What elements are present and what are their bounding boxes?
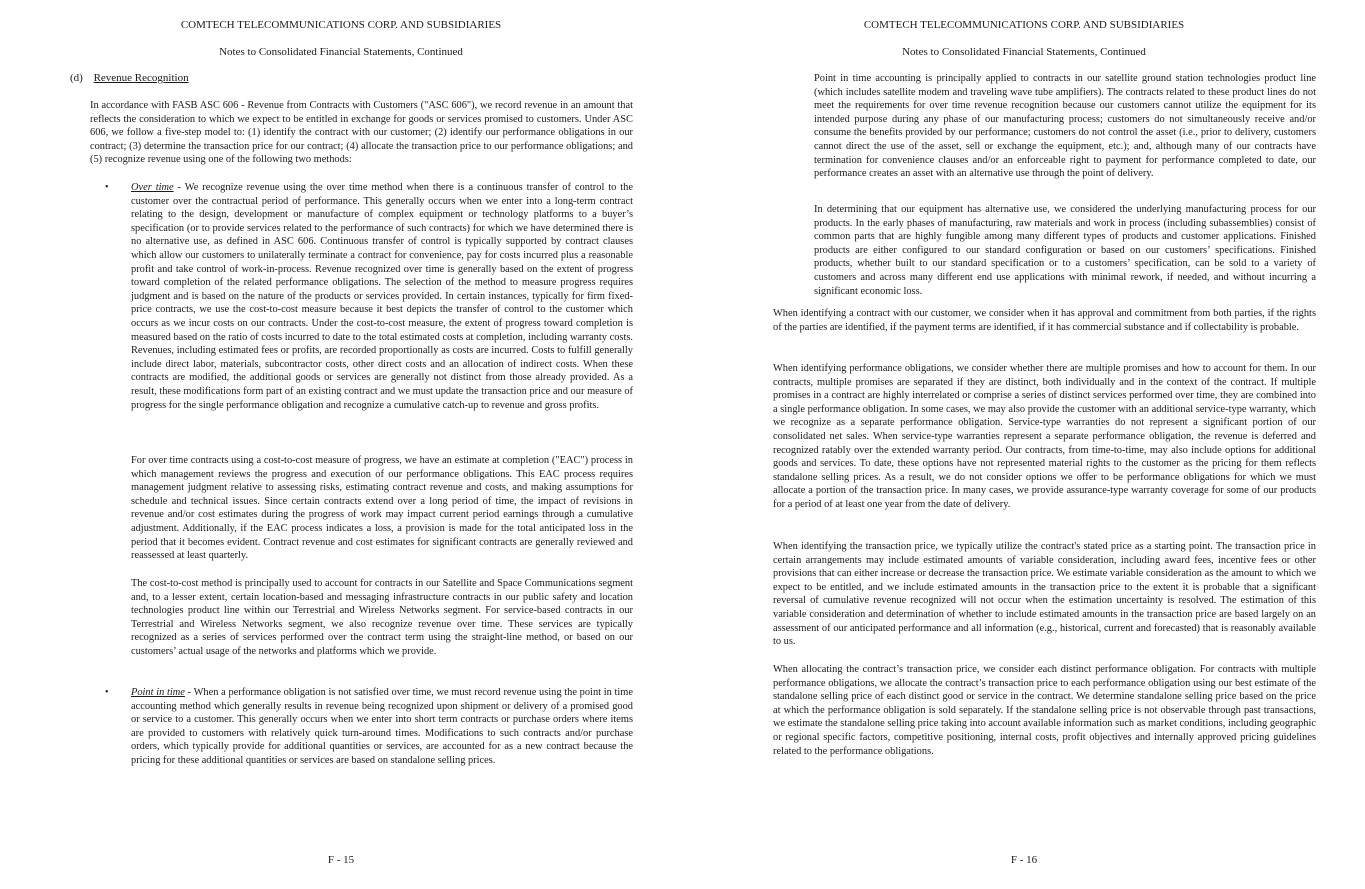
- page-number: F - 15: [327, 854, 355, 866]
- page-f16: [683, 0, 1365, 889]
- term-over-time: Over time: [131, 182, 174, 193]
- bullet-over-time-text: - We recognize revenue using the over time method when there is a continuous transfer of control to the customer over the contractual period of performance. This generally occurs when we enter into a long-term contract relating to the design, development or manufacture of complex equipment or technology platforms to a buyer’s specification (or to provide services related to the performance of such contracts) for which we have determined there is no alternative use, as defined in ASC 606. Continuous transfer of control is typically supported by contract clauses which allow our customers to unilaterally terminate a contract for convenience, pay for costs incurred plus a reasonable profit and take control of work-in-process. Revenue recognized over time is generally based on the extent of progress toward completion of the related performance obligations. The selection of the method to measure progress requires judgment and is based on the nature of the products or services provided. In certain instances, typically for firm fixed-price contracts, we use the cost-to-cost measure because it best depicts the transfer of control to the customer which occurs as we incur costs on our contracts. Under the cost-to-cost measure, the extent of progress toward completion is measured based on the ratio of costs incurred to date to the total estimated costs at completion, including warranty costs. Revenues, including estimated fees or profits, are recorded proportionally as costs are incurred. Costs to fulfill generally include direct labor, materials, subcontractor costs, other direct costs and an allocation of indirect costs. When these contracts are modified, the additional goods or services are generally not distinct from those already provided. As a result, these modifications form part of an existing contract and we must update the transaction price and our measure of progress for the single performance obligation and recognize a cumulative catch-up to revenue and gross profits.: [131, 182, 633, 411]
- identify-contract-paragraph: When identifying a contract with our customer, we consider when it has approval and commitment from both parties, if the rights of the parties are identified, if the payment terms are identified, if it has commercial substance and if collectability is probable.: [773, 308, 1316, 333]
- alternative-use-paragraph: In determining that our equipment has alternative use, we considered the underlying manufacturing process for our products. In the early phases of manufacturing, raw materials and work in process (including subassemblies) consist of common parts that are highly fungible among many different types of products and customer applications. Finished products are either configured to our standard configuration or based on our customers’ specifications. Finished products, whether built to our standard specification or to a customers’ specification, can be sold to a variety of customers and across many different end use applications with minimal rework, if needed, and without incurring a significant economic loss.: [814, 204, 1316, 297]
- eac-paragraph: For over time contracts using a cost-to-cost measure of progress, we have an estimate at completion ("EAC") process in which management reviews the progress and execution of our performance obligations. This EAC process requires management judgment relative to assessing risks, estimating contract revenue and costs, and making assumptions for schedule and technical issues. Since certain contracts extend over a long period of time, the impact of revisions in revenue and/or cost estimates during the progress of work may impact current period earnings through a cumulative adjustment. Additionally, if the EAC process indicates a loss, a provision is made for the total anticipated loss in the period that it becomes evident. Contract revenue and cost estimates for significant contracts are generally reviewed and reassessed at least quarterly.: [131, 455, 633, 562]
- term-point-in-time: Point in time: [131, 687, 185, 698]
- bullet-over-time: [131, 181, 633, 412]
- allocation-paragraph: When allocating the contract’s transaction price, we consider each distinct performance obligation. For contracts with multiple performance obligations, we allocate the contract’s transaction price to each performance obligation using our best estimate of the standalone selling price of each distinct good or service in the contract. We determine standalone selling price based on the price at which the performance obligation is sold separately. If the standalone selling price is not observable through past transactions, we estimate the standalone selling price taking into account available information such as market conditions, including geographic or regional specific factors, competitive positioning, internal costs, profit objectives and internally approved pricing guidelines related to the performance obligations.: [773, 664, 1316, 757]
- performance-obligations-paragraph: When identifying performance obligations, we consider whether there are multiple promises and how to account for them. In our contracts, multiple promises are separated if they are distinct, both individually and in the context of the contract. If multiple promises in a contract are highly interrelated or comprise a series of distinct services performed over time, they are combined into a single performance obligation. In some cases, we may also provide the customer with an additional service-type warranty, which we recognize as a separate performance obligation. Service-type warranties do not represent a significant portion of our consolidated net sales. When service-type warranties represent a separate performance obligation, the revenue is deferred and recognized ratably over the extended warranty period. Our contracts, from time-to-time, may also include options for additional goods and services. To date, these options have not represented material rights to the customer as the pricing for them reflects standalone selling prices. As a result, we do not consider options we offer to be performance obligations for which we must allocate a portion of the transaction price. In many cases, we provide assurance-type warranty coverage for some of our products for a period of at least one year from the date of delivery.: [773, 363, 1316, 510]
- section-title: Revenue Recognition: [93, 72, 189, 84]
- notes-title: Notes to Consolidated Financial Statements, Continued: [219, 46, 463, 58]
- bullet-marker: •: [105, 687, 109, 698]
- page-number: F - 16: [1010, 854, 1038, 866]
- company-header: COMTECH TELECOMMUNICATIONS CORP. AND SUBSIDIARIES: [180, 19, 502, 31]
- bullet-point-in-time-text: - When a performance obligation is not satisfied over time, we must record revenue using the point in time accounting method which generally results in revenue being recognized upon shipment or delivery of a promised good or service to a customer. This generally occurs when we enter into short term contracts or purchase orders where items are provided to customers with relatively quick turn-around times. Modifications to such contracts and/or purchase orders, which typically provide for additional quantities or services, are accounted for as a new contract because the pricing for these additional quantities or services are based on standalone selling prices.: [131, 687, 634, 766]
- section-label: (d): [70, 72, 83, 84]
- page-f15: [0, 0, 682, 889]
- bullet-marker: •: [105, 182, 109, 193]
- intro-paragraph: In accordance with FASB ASC 606 - Revenue from Contracts with Customers ("ASC 606"), we record revenue in an amount that reflects the consideration to which we expect to be entitled in exchange for goods or services promised to customers. Under ASC 606, we follow a five-step model to: (1) identify the contract with our customer; (2) identify our performance obligations in our contract; (3) determine the transaction price for our contract; (4) allocate the transaction price to our performance obligations; and (5) recognize revenue using one of the following two methods:: [90, 100, 633, 166]
- bullet-point-in-time: [131, 686, 633, 768]
- company-header: COMTECH TELECOMMUNICATIONS CORP. AND SUBSIDIARIES: [863, 19, 1185, 31]
- section-heading: [70, 72, 189, 86]
- notes-title: Notes to Consolidated Financial Statements, Continued: [902, 46, 1146, 58]
- point-in-time-paragraph: Point in time accounting is principally applied to contracts in our satellite ground station technologies product line (which includes satellite modem and traveling wave tube amplifiers). The contracts related to these product lines do not meet the requirements for over time revenue recognition because our customers cannot utilize the equipment for its intended purpose during any phase of our manufacturing process; customers do not simultaneously receive and/or consume the benefits provided by our performance; customers do not control the asset (i.e., prior to delivery, customers cannot direct the use of the asset, sell or exchange the equipment, etc.); and, although many of our contracts have termination for convenience clauses and/or an enforceable right to payment for performance completed to date, our performance creates an asset with an alternative use through the point of delivery.: [814, 73, 1316, 180]
- transaction-price-paragraph: When identifying the transaction price, we typically utilize the contract's stated price as a starting point. The transaction price in certain arrangements may include estimated amounts of variable consideration, including award fees, incentive fees or other provisions that can either increase or decrease the transaction price. We estimate variable consideration as the amount to which we expect to be entitled, and we include estimated amounts in the transaction price to the extent it is probable that a significant reversal of cumulative revenue recognized will not occur when the estimation uncertainty is resolved. The estimation of this variable consideration and determination of whether to include estimated amounts in the transaction price are based largely on an assessment of our anticipated performance and all information (e.g., historical, current and forecasted) that is reasonably available to us.: [773, 541, 1316, 648]
- cost-to-cost-paragraph: The cost-to-cost method is principally used to account for contracts in our Satellite and Space Communications segment and, to a lesser extent, certain location-based and messaging infrastructure contracts in our public safety and location technologies product line within our Terrestrial and Wireless Networks segment. For service-based contracts in our Terrestrial and Wireless Networks segment, we also recognize revenue over time. These services are typically recognized as a series of services performed over the contract term using the straight-line method, or based on our customers’ actual usage of the networks and platforms which we provide.: [131, 578, 633, 657]
